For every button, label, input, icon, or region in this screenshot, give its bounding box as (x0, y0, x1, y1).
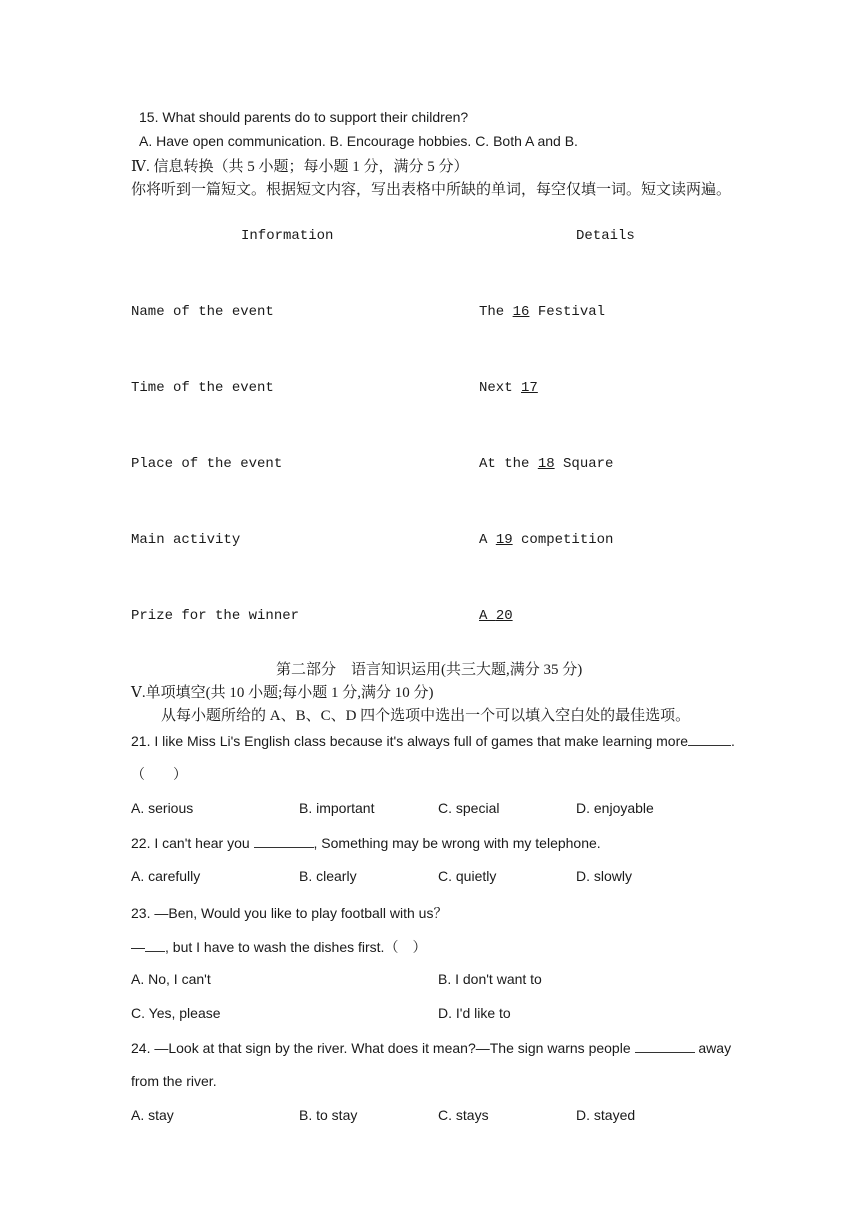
part2-title: 第二部分 语言知识运用(共三大题,满分 35 分) (276, 662, 583, 678)
option-a[interactable]: A. stay (131, 1107, 174, 1123)
option-b[interactable]: B. to stay (299, 1107, 358, 1123)
blank-17[interactable]: 17 (521, 380, 538, 396)
option-a[interactable]: A. carefully (131, 868, 201, 884)
option-a[interactable]: A. serious (131, 800, 194, 816)
option-c[interactable]: C. quietly (438, 868, 497, 884)
q23-line1: 23. —Ben, Would you like to play football with us？ (131, 905, 448, 921)
answer-blank[interactable] (254, 835, 314, 848)
table-row-detail: The 16 Festival (479, 304, 606, 320)
option-d[interactable]: D. I'd like to (438, 1005, 511, 1021)
blank-18[interactable]: 18 (537, 456, 555, 472)
option-b[interactable]: B. I don't want to (438, 971, 542, 987)
section5-instruction: 从每小题所给的 A、B、C、D 四个选项中选出一个可以填入空白处的最佳选项。 (161, 708, 691, 724)
table-header-details: Details (576, 228, 635, 244)
table-header-information: Information (241, 228, 334, 244)
table-row-detail: At the 18 Square (479, 456, 614, 472)
option-a[interactable]: A. No, I can't (131, 971, 211, 987)
q21-answer-paren[interactable]: （ ） (131, 766, 187, 782)
option-c[interactable]: C. special (438, 800, 500, 816)
q21-stem: 21. I like Miss Li's English class because it's always full of games that make learning more . (131, 733, 735, 749)
q24-stem: 24. —Look at that sign by the river. What does it mean?—The sign warns people away (131, 1040, 732, 1056)
table-row-label: Place of the event (131, 456, 283, 472)
option-b[interactable]: B. important (299, 800, 375, 816)
table-row-label: Prize for the winner (131, 608, 300, 624)
option-d[interactable]: D. stayed (576, 1107, 636, 1123)
section4-title: Ⅳ. 信息转换（共 5 小题；每小题 1 分，满分 5 分） (131, 159, 469, 175)
table-row-label: Main activity (131, 532, 241, 548)
blank-16[interactable]: 16 (512, 304, 530, 320)
option-c[interactable]: C. stays (438, 1107, 489, 1123)
q15-question: 15. What should parents do to support their children? (139, 109, 469, 125)
table-row-label: Time of the event (131, 380, 274, 396)
q22-stem: 22. I can't hear you , Something may be wrong with my telephone. (131, 835, 601, 851)
blank-19[interactable]: 19 (495, 532, 513, 548)
option-d[interactable]: D. enjoyable (576, 800, 654, 816)
option-b[interactable]: B. clearly (299, 868, 357, 884)
option-d[interactable]: D. slowly (576, 868, 633, 884)
q23-line2: — , but I have to wash the dishes first.（ ） (131, 939, 427, 955)
option-c[interactable]: C. Yes, please (131, 1005, 221, 1021)
table-row-detail: A 20 (479, 608, 513, 624)
q24-line2: from the river. (131, 1073, 217, 1089)
answer-blank[interactable] (688, 733, 731, 746)
section5-title: Ⅴ.单项填空(共 10 小题;每小题 1 分,满分 10 分) (131, 685, 434, 701)
table-row-detail: Next 17 (479, 380, 538, 396)
section4-instruction: 你将听到一篇短文。根据短文内容，写出表格中所缺的单词，每空仅填一词。短文读两遍。 (131, 182, 732, 198)
blank-20[interactable]: 20 (495, 608, 513, 624)
answer-blank[interactable] (145, 939, 165, 952)
q15-options: A. Have open communication. B. Encourage hobbies. C. Both A and B. (139, 133, 578, 149)
answer-blank[interactable] (635, 1040, 695, 1053)
table-row-detail: A 19 competition (479, 532, 614, 548)
table-row-label: Name of the event (131, 304, 274, 320)
